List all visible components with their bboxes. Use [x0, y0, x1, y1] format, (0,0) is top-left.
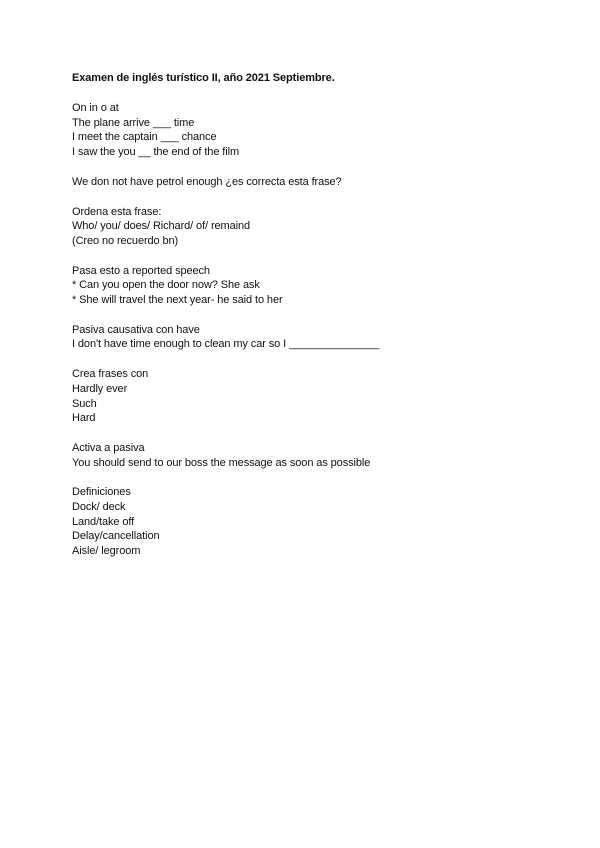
- exercise-line: Hard: [72, 412, 96, 425]
- section-heading: On in o at: [72, 102, 119, 114]
- exercise-line: Who/ you/ does/ Richard/ of/ remaind: [72, 220, 250, 233]
- document-page: [72, 71, 572, 574]
- section-heading: Activa a pasiva: [72, 441, 145, 454]
- section-prepositions: [72, 101, 572, 160]
- section-definitions: [72, 485, 572, 559]
- section-create-sentences: [72, 367, 572, 426]
- section-order-sentence: [72, 205, 572, 249]
- section-active-to-passive: [72, 441, 572, 470]
- section-heading: Ordena esta frase:: [72, 205, 162, 218]
- document-title: Examen de inglés turístico II, año 2021 Septiembre.: [72, 72, 335, 84]
- exercise-line: Aisle/ legroom: [72, 545, 141, 558]
- exercise-line: You should send to our boss the message as soon as possible: [72, 456, 371, 469]
- exercise-line: I saw the you __ the end of the film: [72, 146, 240, 159]
- exercise-line: * She will travel the next year- he said to her: [72, 294, 283, 307]
- exercise-note: (Creo no recuerdo bn): [72, 234, 179, 247]
- section-heading: Definiciones: [72, 486, 131, 499]
- exercise-line: Delay/cancellation: [72, 530, 160, 543]
- exercise-line: Land/take off: [72, 515, 135, 528]
- section-reported-speech: [72, 264, 572, 308]
- exercise-line: I meet the captain ___ chance: [72, 131, 217, 144]
- section-correct-sentence: [72, 175, 572, 190]
- exercise-line: Such: [72, 397, 97, 410]
- exercise-line: Dock/ deck: [72, 501, 126, 514]
- section-heading: Crea frases con: [72, 368, 149, 381]
- section-heading: We don not have petrol enough ¿es correcta esta frase?: [72, 175, 342, 188]
- exercise-line: The plane arrive ___ time: [72, 116, 195, 129]
- exercise-line: Hardly ever: [72, 382, 128, 395]
- exercise-line: I don't have time enough to clean my car so I _______________: [72, 338, 380, 351]
- section-causative-passive: [72, 323, 572, 352]
- section-heading: Pasiva causativa con have: [72, 323, 200, 336]
- section-heading: Pasa esto a reported speech: [72, 264, 210, 277]
- exercise-line: * Can you open the door now? She ask: [72, 279, 260, 292]
